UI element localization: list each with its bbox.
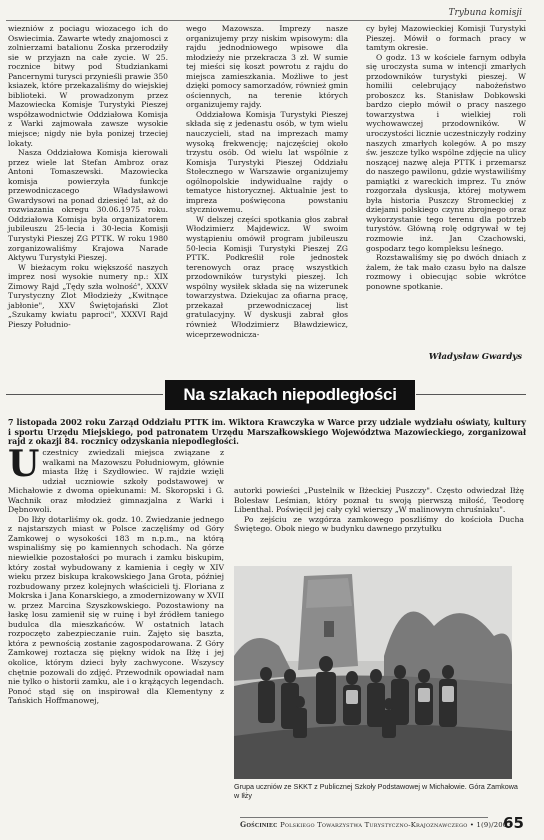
paragraph-text: czestnicy zwiedzali miejsca związane z walkami na Mazowszu Południowym, głównie miasta Iłżę i Szydłowiec. W rajdzie wzięli udział uczniowie szkoły podstawowej w Michałowie z dwoma opiekunami: M. Skoropski i G. Wachnik oraz młodzież gimnazjalna z Warki i Dębnowoli. <box>8 448 224 515</box>
upper-column-2 <box>186 24 348 339</box>
issue-number: • 1(9)/2003 <box>469 821 512 829</box>
section-tag: Trybuna komisji <box>448 8 522 18</box>
paragraph <box>8 443 224 515</box>
header-rule <box>6 20 526 21</box>
paragraph: cy byłej Mazowieckiej Komisji Turystyki Pieszej. Mówił o formach pracy w tamtym okresie. <box>366 24 526 53</box>
paragraph: wego Mazowsza. Imprezy nasze organizujemy przy niskim wpisowym: dla rajdu jednodniowego wpisowe dla młodzieży nie przekracza 3 zł. W sumie tej mieści się koszt powrotu z rajdu do miejsca zamieszkania. Możliwe to jest dzięki pomocy samorzadów, również gmin ościennych, na terenie których organizujemy rajdy. <box>186 24 348 110</box>
paragraph: Nasza Oddziałowa Komisja kierowali przez wiele lat Stefan Ambroz oraz Antoni Tomaszewski. Mazowiecka komisja powierzyła funkcje przewodniczacego Władysławowi Gwardysowi na ponad dziesięć lat, aż do rozwiazania okregu 30.06.1975 roku. Oddziałowa Komisja była organizatorem jubileuszu 25-lecia i 30-lecia Komisji Turystyki Pieszej ZG PTTK. W roku 1980 zorganizowaliśmy Krajowa Narade Aktywu Turystyki Pieszej. <box>8 148 168 263</box>
drop-cap: U <box>8 443 40 485</box>
photo-caption: Grupa uczniów ze SKKT z Publicznej Szkoły Podstawowej w Michałowie. Góra Zamkowa w Iłży <box>234 782 518 800</box>
footer-rule <box>240 817 488 818</box>
title-rule-left <box>6 394 163 395</box>
article-column-2 <box>234 486 524 534</box>
title-rule-right <box>416 394 526 395</box>
upper-column-3 <box>366 24 526 291</box>
article-lead: 7 listopada 2002 roku Zarząd Oddziału PTTK im. Wiktora Krawczyka w Warce przy udziale wydziału oświaty, kultury i sportu Urzędu Miejskiego, pod patronatem Urzędu Marszałkowskiego Województwa Mazowieckiego, zorganizował rajd z okazji 84. rocznicy odzyskania niepodległości. <box>8 418 526 447</box>
group-photo <box>234 566 512 779</box>
page-number: 65 <box>503 814 524 832</box>
paragraph: Po zejściu ze wzgórza zamkowego poszliśmy do kościoła Ducha Świętego. Obok niego w budynku dawnego przytułku <box>234 514 524 534</box>
paragraph: Do Iłży dotarliśmy ok. godz. 10. Zwiedzanie jednego z najstarszych miast w Polsce zaczęliśmy od Góry Zamkowej o wysokości 183 m n.p.m., na którą wspinaliśmy się po kamiennych schodach. Na górze niewielkie pozostałości po murach i zamku biskupim, który został wybudowany z kamienia i cegły w XIV wieku przez biskupa krakowskiego Jana Grota, później rozbudowany przez kolejnych właścicieli tj. Floriana z Mokrska i Jana Konarskiego, a zmodernizowany w XVII w. przez Marcina Szyszkowskiego. Pozostawiony na łaskę losu zamienił się w ruinę i był źródłem taniego budulca dla mieszkańców. W ostatnich latach rozpoczęto zabezpieczanie ruin. Zajęto się baszta, która z pewnością zostanie zagospodarowana. Z Góry Zamkowej roztacza się piękny widok na Iłżę i jej okolice, którym dzieci były zachwycone. Wszyscy chętnie pozowali do zdjęć. Przewodnik opowiadał nam nie tylko o historii zamku, ale i o krążących legendach. Ponoć stąd się on inspirował dla Klementyny z Tańskich Hoffmanowej, <box>8 514 224 706</box>
magazine-name: Gościniec <box>240 820 278 829</box>
paragraph: W delszej części spotkania głos zabrał Włodzimierz Majdewicz. W swoim wystąpieniu omówił program jubileuszu 50-lecia Komisji Turystyki Pieszej ZG PTTK. Podkreślił role jednostek terenowych oraz pracę wszystkich przodowników turystyki pieszej. Ich wspólny wysiłek składa się na wizerunek towarzystwa. Dziekujac za ofiarna pracę, przekazał przewodniczacej list gratulacyjny. W dyskusji zabrał głos również Włodzimierz Bławdziewicz, wiceprzewodnicza- <box>186 214 348 339</box>
article-column-1 <box>8 443 224 706</box>
photo-illustration <box>234 566 512 779</box>
publisher-name: Polskiego Towarzystwa Turystyczno-Krajoznawczego <box>280 821 468 829</box>
paragraph: W bieżacym roku większość naszych imprez nosi wysokie numery np.: XIX Zimowy Rajd „Tędy szła wolność", XXXV Turystyczny Zlot Młodzieży „Kwitnące jabłonie", XXV Świętojański Zlot „Szukamy kwiatu paproci", XXXVI Rajd Pieszy Południo- <box>8 262 168 329</box>
article-title: Na szlakach niepodległości <box>165 380 415 410</box>
author-signature: Władysław Gwardys <box>428 352 522 362</box>
paragraph: wiezniów z pociagu wiozacego ich do Oswiecimia. Zawarte wtedy znajomosci z zolnierzami batalionu Zoska przerodziły sie w przyjazn na całe zycie. W 25. rocznice bitwy pod Studziankami Pancernymi turysci przynieśli prawie 350 ksiazek, które przekazaliśmy do wiejskiej biblioteki. W prowadzonym przez Mazowiecka Komisje Turystyki Pieszej współzawodnictwie Oddziałowa Komisja z Warki zajmowała zawsze wysokie miejsce; nigdy nie była ponizej trzeciej lokaty. <box>8 24 168 148</box>
paragraph: O godz. 13 w kościele farnym odbyła się uroczysta suma w intencji zmarłych przodowników turystyki pieszej. W homilii celebrujący nabożeństwo proboszcz ks. Stanisław Dobkowski bardzo ciepło mówił o pracy naszego towarzystwa i wielkiej roli wychowawczej przodowników. W uroczystości licznie uczestniczyły rodziny naszych zmarłych kolegów. A po mszy św. jeszcze tylko wspólne zdjęcie na ulicy noszącej nazwę alejа PTTK i przemarsz do naszego pawilonu, gdzie wystawiliśmy pamiątki z wareckich imprez. Tu znów rozgorzała dyskusja, której motywem była historia Puszczy Stromeckiej z dziejami polskiego czynu zbrojnego oraz wykorzystanie tego terenu dla potrzeb turystów. Główną rolę odgrywał w tej rozmowie inż. Jan Czachowski, gospodarz tego kompleksu leśnego. <box>366 52 526 253</box>
paragraph: autorki powieści „Pustelnik w Iłżeckiej Puszczy". Często odwiedzał Iłżę Bolesław Leśmian, który poznał tu swoją pierwszą miłość, Teodorę Libenthal. Poświęcił jej cały cykl wierszy „W malinowym chruśniaku". <box>234 486 524 515</box>
upper-column-1 <box>8 24 168 330</box>
paragraph: Rozstawaliśmy się po dwóch dniach z żalem, że tak mało czasu było na dalsze rozmowy i obiecując sobie wkrótce ponowne spotkanie. <box>366 253 526 291</box>
footer <box>240 820 512 829</box>
paragraph: Oddziałowa Komisja Turystyki Pieszej składa się z jedenastu osób, w tym wielu nauczycieli, stad na imprezach mamy wysoką frekwencję; najczęściej około trzystu osób. Od wielu lat wspólnie z Komisja Turystyki Pieszej Oddziału Stołecznego w Warszawie organizujemy ogólnopolskie indywidualne rajdy o tematyce historycznej. Aktualnie jest to impreza poświęcona powstaniu styczniowemu. <box>186 109 348 215</box>
